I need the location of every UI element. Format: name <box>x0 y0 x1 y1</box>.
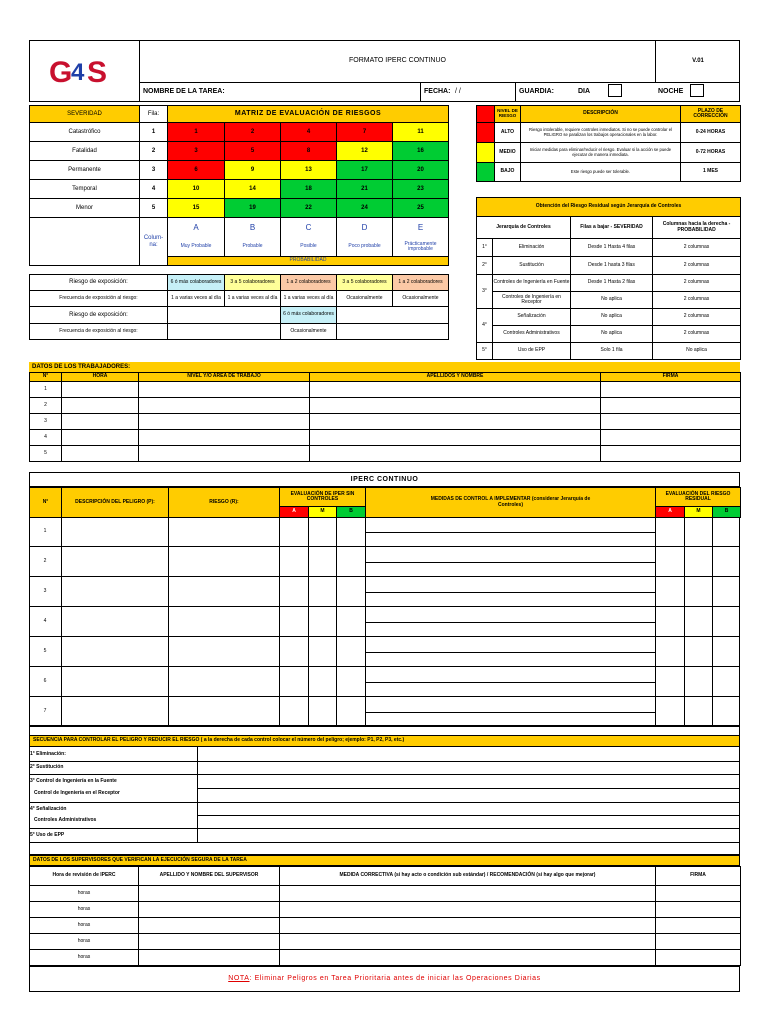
row-header: Fila: <box>147 110 160 117</box>
residual-number: 4° <box>482 321 487 328</box>
risk-level-table <box>476 105 741 182</box>
worker-name-field[interactable] <box>310 398 601 414</box>
worker-name-field[interactable] <box>310 382 601 398</box>
level-term: 1 MES <box>702 168 718 175</box>
corrective-measure-field[interactable] <box>280 950 656 966</box>
supervisor-name-field[interactable] <box>139 902 280 918</box>
sequence-title: SECUENCIA PARA CONTROLAR EL PELIGRO Y REDUCIR EL RIESGO ( a la derecha de cada control colocar el número del peligro; ejemplo: P1, P2, P3, etc.) <box>29 735 740 747</box>
severity-label: Temporal <box>72 185 97 192</box>
level-term: 0-72 HORAS <box>695 148 726 155</box>
sequence-item: Controles Administrativos <box>34 817 97 824</box>
matrix-cell: 2 <box>250 128 255 135</box>
supervisors-header: MEDIDA CORRECTIVA (si hay acto o condición sub estándar) / RECOMENDACIÓN (si hay algo que mejorar) <box>339 872 596 879</box>
severity-header: SEVERIDAD <box>67 110 102 117</box>
risk-field[interactable] <box>169 668 278 696</box>
worker-area-field[interactable] <box>139 430 310 446</box>
level-description: Iniciar medidas para eliminar/reducir el riesgo. Evaluar si la acción se puede ejecutar de manera inmediata. <box>529 147 672 157</box>
note-label: NOTA <box>228 975 250 983</box>
probability-label: Probable <box>242 243 263 250</box>
risk-field[interactable] <box>169 578 278 606</box>
probability-header: PROBABILIDAD <box>289 257 327 264</box>
residual-cols: No aplica <box>686 347 707 354</box>
matrix-cell: 12 <box>361 147 368 154</box>
risk-field[interactable] <box>169 698 278 726</box>
residual-a: A <box>668 508 672 515</box>
residual-b: B <box>724 508 729 515</box>
corrective-measure-field[interactable] <box>280 902 656 918</box>
matrix-cell: 21 <box>361 185 368 192</box>
exposure-table <box>29 274 449 340</box>
iperc-header: EVALUACIÓN DE IPER SIN CONTROLES <box>290 490 355 502</box>
level-name: BAJO <box>500 168 515 175</box>
supervisor-signature-field[interactable] <box>656 902 741 918</box>
iperc-row-number: 1 <box>43 528 47 535</box>
row-number: 1 <box>151 128 156 135</box>
eval-m: M <box>320 508 325 515</box>
iperc-header: RIESGO (R): <box>209 498 239 505</box>
residual-header: Jerarquía de Controles <box>496 223 551 230</box>
residual-cols: 2 columnas <box>683 330 710 337</box>
matrix-title: MATRIZ DE EVALUACIÓN DE RIESGOS <box>234 110 382 118</box>
date-label: FECHA: <box>424 88 451 96</box>
matrix-cell: 1 <box>194 128 198 135</box>
residual-number: 5° <box>482 347 487 354</box>
exposure-risk-label: Riesgo de exposición: <box>69 279 128 286</box>
severity-label: Fatalidad <box>72 147 97 154</box>
residual-rows: Solo 1 fila <box>600 347 623 354</box>
row-number: 5 <box>151 204 156 211</box>
worker-signature-field[interactable] <box>601 430 741 446</box>
review-hour: horas <box>77 889 91 896</box>
sequence-item: Control de Ingeniería en el Receptor <box>34 790 120 797</box>
worker-name-field[interactable] <box>310 414 601 430</box>
severity-label: Permanente <box>68 166 101 173</box>
day-label: DIA <box>578 88 591 96</box>
measure-field[interactable] <box>366 518 654 546</box>
sequence-item: 3° Control de Ingeniería en la Fuente <box>30 778 117 785</box>
sequence-item: 5° Uso de EPP <box>30 832 65 839</box>
eval-a: A <box>292 508 296 515</box>
measure-field[interactable] <box>366 548 654 576</box>
workers-header: N° <box>42 373 49 380</box>
level-name: MEDIO <box>499 148 516 155</box>
level-description: Riesgo intolerable, requiere controles inmediatos. Si no se puede controlar el PELIGRO se paralizan los trabajos operacionales en la labor. <box>529 127 672 137</box>
supervisor-signature-field[interactable] <box>656 950 741 966</box>
matrix-cell: 20 <box>417 166 424 173</box>
worker-signature-field[interactable] <box>601 446 741 462</box>
worker-name-field[interactable] <box>310 430 601 446</box>
matrix-cell: 6 <box>194 166 198 173</box>
residual-control: Sustitución <box>519 261 544 268</box>
iperc-table <box>29 487 741 518</box>
supervisors-title: DATOS DE LOS SUPERVISORES QUE VERIFICAN LA EJECUCIÓN SEGURA DE LA TAREA <box>29 855 740 866</box>
worker-number: 1 <box>44 385 47 392</box>
exposure-option: 3 a 5 colaboradores <box>230 278 275 285</box>
matrix-cell: 7 <box>362 128 367 135</box>
residual-cols: 2 columnas <box>683 296 710 303</box>
task-label: NOMBRE DE LA TAREA: <box>143 88 225 96</box>
hazard-description-field[interactable] <box>62 638 167 666</box>
hazard-description-field[interactable] <box>62 608 167 636</box>
g4s-logo <box>29 40 139 100</box>
measure-field[interactable] <box>366 608 654 636</box>
iperc-row-number: 3 <box>43 588 47 595</box>
residual-control: Uso de EPP <box>517 347 546 354</box>
iperc-header: DESCRIPCIÓN DEL PELIGRO (P): <box>75 498 155 505</box>
svg-text:S: S <box>87 56 108 89</box>
matrix-cell: 11 <box>417 128 424 135</box>
exposure-freq-label: Frecuencia de exposición al riesgo: <box>59 327 138 334</box>
matrix-cell: 15 <box>192 204 200 211</box>
residual-rows: Desde 1 hasta 3 filas <box>588 261 635 268</box>
residual-header: Columnas hacia la derecha - PROBABILIDAD <box>662 221 731 233</box>
exposure-option: 6 ó más colaboradores <box>170 278 222 285</box>
note <box>29 966 740 992</box>
sequence-item: 1° Eliminación: <box>30 751 66 758</box>
level-term: 0-24 HORAS <box>695 128 726 135</box>
iperc-header: N° <box>42 498 49 505</box>
corrective-measure-field[interactable] <box>280 934 656 950</box>
measure-field[interactable] <box>366 668 654 696</box>
review-hour: horas <box>77 937 91 944</box>
matrix-cell: 13 <box>305 166 312 173</box>
risk-field[interactable] <box>169 638 278 666</box>
supervisor-signature-field[interactable] <box>656 934 741 950</box>
supervisor-name-field[interactable] <box>139 886 280 902</box>
risk-field[interactable] <box>169 518 278 546</box>
form-title: FORMATO IPERC CONTINUO <box>349 57 446 65</box>
row-number: 3 <box>151 166 156 173</box>
matrix-cell: 8 <box>306 147 311 154</box>
term-header: PLAZO DE CORRECCIÓN <box>693 107 728 119</box>
supervisor-name-field[interactable] <box>139 950 280 966</box>
probability-label: Poco probable <box>348 243 381 250</box>
workers-header: HORA <box>92 373 108 380</box>
worker-hour-field[interactable] <box>62 430 139 446</box>
measure-field[interactable] <box>366 698 654 726</box>
column-letter: C <box>305 222 312 232</box>
residual-cols: 2 columnas <box>683 243 710 250</box>
matrix-cell: 16 <box>417 147 424 154</box>
iperc-title: IPERC CONTINUO <box>29 472 740 487</box>
matrix-cell: 23 <box>417 185 424 192</box>
matrix-cell: 19 <box>249 204 256 211</box>
supervisors-table <box>29 866 741 966</box>
matrix-cell: 24 <box>361 204 368 211</box>
exposure-frequency: 1 a varias veces al día <box>227 294 278 301</box>
worker-number: 5 <box>44 449 47 456</box>
supervisor-signature-field[interactable] <box>656 918 741 934</box>
shift-label: GUARDIA: <box>519 88 554 96</box>
exposure-frequency: Ocasionalmente <box>402 294 439 301</box>
row-number: 4 <box>151 185 156 192</box>
matrix-cell: 3 <box>194 147 198 154</box>
risk-matrix <box>29 105 449 266</box>
day-checkbox[interactable] <box>608 84 622 97</box>
worker-hour-field[interactable] <box>62 414 139 430</box>
matrix-cell: 5 <box>250 147 255 154</box>
probability-label: Prácticamente improbable <box>404 240 437 252</box>
risk-field[interactable] <box>169 548 278 576</box>
exposure-option: 6 ó más colaboradores <box>283 311 334 318</box>
supervisors-header: Hora de revisión de IPERC <box>52 872 116 879</box>
residual-m: M <box>696 508 701 515</box>
residual-number: 3° <box>482 287 487 294</box>
exposure-option: 1 a 2 colaboradores <box>286 278 331 285</box>
workers-header: FIRMA <box>662 373 679 380</box>
night-checkbox[interactable] <box>690 84 704 97</box>
iperc-row-number: 6 <box>43 678 47 685</box>
iperc-header: MEDIDAS DE CONTROL A IMPLEMENTAR (considerar Jerarquía de Controles) <box>430 496 591 508</box>
residual-number: 2° <box>482 261 487 268</box>
level-name: ALTO <box>500 128 515 135</box>
column-letter: E <box>417 222 424 232</box>
svg-text:G: G <box>49 56 73 89</box>
column-letter: A <box>193 222 199 232</box>
iperc-row-number: 7 <box>43 708 47 715</box>
date-field[interactable]: / / <box>455 88 461 96</box>
severity-label: Catastrófico <box>68 128 101 135</box>
worker-area-field[interactable] <box>139 382 310 398</box>
worker-name-field[interactable] <box>310 446 601 462</box>
matrix-cell: 14 <box>249 185 256 192</box>
matrix-cell: 9 <box>250 166 255 173</box>
iperc-row-number: 5 <box>43 648 47 655</box>
residual-table <box>476 197 741 360</box>
logo-box <box>29 40 140 102</box>
risk-field[interactable] <box>169 608 278 636</box>
corrective-measure-field[interactable] <box>280 886 656 902</box>
column-label: Colum-na: <box>143 235 164 248</box>
note-text: : Eliminar Peligros en Tarea Prioritaria antes de iniciar las Operaciones Diarias <box>249 975 541 983</box>
residual-cols: 2 columnas <box>683 261 710 268</box>
worker-hour-field[interactable] <box>62 398 139 414</box>
residual-control: Controles de Ingeniería en Fuente <box>493 279 570 286</box>
worker-signature-field[interactable] <box>601 398 741 414</box>
exposure-frequency: 1 a varias veces al día <box>171 294 221 301</box>
supervisor-name-field[interactable] <box>139 918 280 934</box>
column-letter: D <box>361 222 368 232</box>
workers-table <box>29 372 741 462</box>
worker-number: 4 <box>44 433 47 440</box>
worker-area-field[interactable] <box>139 414 310 430</box>
matrix-cell: 22 <box>305 204 312 211</box>
night-label: NOCHE <box>658 88 684 96</box>
workers-header: APELLIDOS Y NOMBRE <box>426 373 484 380</box>
residual-control: Señalización <box>517 313 546 320</box>
workers-header: NIVEL Y/O AREA DE TRABAJO <box>187 373 261 380</box>
residual-control: Controles de Ingeniería en Receptor <box>502 293 561 305</box>
residual-rows: No aplica <box>601 296 622 303</box>
probability-label: Posible <box>300 243 317 250</box>
level-description: Este riesgo puede ser tolerable. <box>570 168 631 174</box>
hazard-description-field[interactable] <box>62 518 167 546</box>
matrix-cell: 10 <box>192 185 200 192</box>
sequence-item: 2° Sustitución <box>30 764 64 771</box>
residual-header: Filas a bajar - SEVERIDAD <box>580 223 643 230</box>
matrix-cell: 4 <box>306 128 311 135</box>
iperc-header: EVALUACIÓN DEL RIESGO RESIDUAL <box>665 490 731 502</box>
exposure-freq-label: Frecuencia de exposición al riesgo: <box>59 294 138 301</box>
exposure-frequency: Ocasionalmente <box>346 294 383 301</box>
residual-cols: 2 columnas <box>683 313 710 320</box>
worker-hour-field[interactable] <box>62 382 139 398</box>
hazard-description-field[interactable] <box>62 548 167 576</box>
worker-signature-field[interactable] <box>601 382 741 398</box>
worker-signature-field[interactable] <box>601 414 741 430</box>
residual-number: 1° <box>482 243 487 250</box>
supervisor-signature-field[interactable] <box>656 886 741 902</box>
matrix-cell: 25 <box>417 204 424 211</box>
supervisors-header: FIRMA <box>690 872 706 879</box>
svg-text:4: 4 <box>71 59 85 86</box>
review-hour: horas <box>77 905 91 912</box>
exposure-risk-label: Riesgo de exposición: <box>69 311 128 318</box>
description-header: DESCRIPCIÓN <box>583 110 618 117</box>
residual-cols: 2 columnas <box>683 279 710 286</box>
version: V.01 <box>655 40 740 82</box>
hazard-description-field[interactable] <box>62 578 167 606</box>
iperc-row-number: 4 <box>43 618 47 625</box>
worker-area-field[interactable] <box>139 398 310 414</box>
worker-area-field[interactable] <box>139 446 310 462</box>
column-letter: B <box>249 222 256 232</box>
residual-control: Eliminación <box>518 243 545 250</box>
residual-rows: Desde 1 Hasta 4 filas <box>587 243 636 250</box>
measure-field[interactable] <box>366 638 654 666</box>
eval-b: B <box>349 508 353 515</box>
matrix-cell: 18 <box>305 185 312 192</box>
sequence-item: 4° Señalización <box>30 806 67 813</box>
exposure-option: 1 a 2 colaboradores <box>398 278 443 285</box>
residual-rows: No aplica <box>601 330 622 337</box>
residual-rows: Desde 1 Hasta 2 filas <box>587 279 636 286</box>
exposure-frequency: 1 a varias veces al día <box>283 294 334 301</box>
corrective-measure-field[interactable] <box>280 918 656 934</box>
worker-number: 2 <box>44 401 47 408</box>
matrix-cell: 17 <box>361 166 368 173</box>
worker-hour-field[interactable] <box>62 446 139 462</box>
worker-number: 3 <box>44 417 47 424</box>
hazard-description-field[interactable] <box>62 668 167 696</box>
review-hour: horas <box>77 953 91 960</box>
level-header: NIVEL DE RIESGO <box>497 108 518 118</box>
residual-control: Controles Administrativos <box>503 330 560 337</box>
residual-title: Obtención del Riesgo Residual según Jerarquía de Controles <box>535 203 682 210</box>
probability-label: Muy Probable <box>180 243 212 250</box>
row-number: 2 <box>151 147 156 154</box>
severity-label: Menor <box>75 204 93 211</box>
supervisor-name-field[interactable] <box>139 934 280 950</box>
review-hour: horas <box>77 921 91 928</box>
supervisors-header: APELLIDO Y NOMBRE DEL SUPERVISOR <box>159 872 259 879</box>
hazard-description-field[interactable] <box>62 698 167 726</box>
exposure-option: 3 a 5 colaboradores <box>342 278 387 285</box>
residual-rows: No aplica <box>601 313 622 320</box>
measure-field[interactable] <box>366 578 654 606</box>
iperc-row-number: 2 <box>43 558 47 565</box>
exposure-frequency: Ocasionalmente <box>290 327 327 334</box>
workers-title: DATOS DE LOS TRABAJADORES: <box>29 362 740 372</box>
